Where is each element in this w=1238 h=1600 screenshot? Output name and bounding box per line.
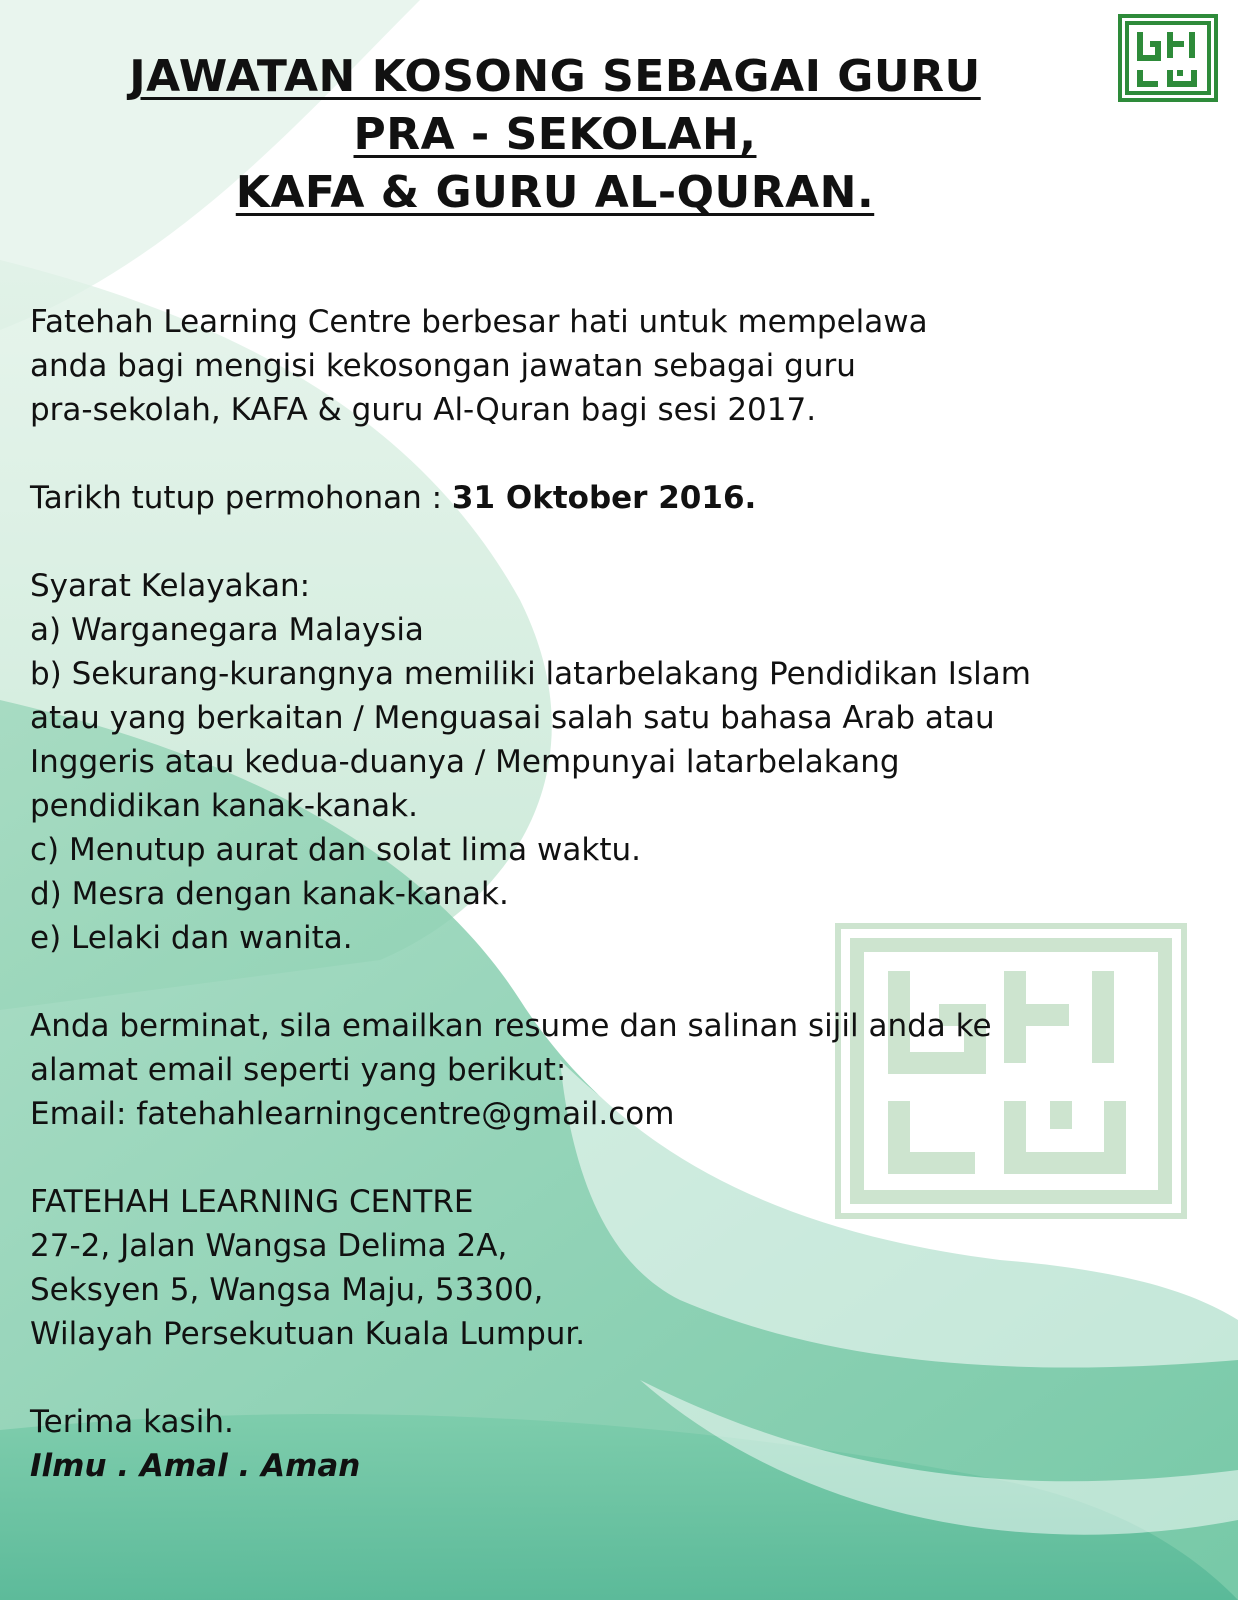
address-line-3: Wilayah Persekutuan Kuala Lumpur. [30,1316,586,1352]
requirement-b-line-1: b) Sekurang-kurangnya memiliki latarbelakang Pendidikan Islam [30,656,1031,692]
closing-date [30,476,1230,520]
intro-line-2: anda bagi mengisi kekosongan jawatan sebagai guru [30,348,856,384]
requirement-b-line-3: Inggeris atau kedua-duanya / Mempunyai latarbelakang [30,744,900,780]
title-line-3: KAFA & GURU AL-QURAN. [235,167,875,218]
address-line-1: 27-2, Jalan Wangsa Delima 2A, [30,1228,508,1264]
title-line-2: PRA - SEKOLAH, [353,109,757,160]
requirements-heading: Syarat Kelayakan: [30,568,311,604]
kufic-square-logo-icon [1118,14,1218,102]
email-line[interactable]: Email: fatehahlearningcentre@gmail.com [30,1096,675,1132]
intro-line-3: pra-sekolah, KAFA & guru Al-Quran bagi sesi 2017. [30,392,817,428]
requirement-b-line-2: atau yang berkaitan / Menguasai salah satu bahasa Arab atau [30,700,995,736]
apply-line-1: Anda berminat, sila emailkan resume dan salinan sijil anda ke [30,1008,992,1044]
apply-line-2: alamat email seperti yang berikut: [30,1052,567,1088]
closing-date-value: 31 Oktober 2016. [451,480,757,516]
requirement-d: d) Mesra dengan kanak-kanak. [30,876,509,912]
thanks: Terima kasih. [30,1404,234,1440]
page-title [40,48,1070,222]
address-name: FATEHAH LEARNING CENTRE [30,1184,474,1220]
document-body [30,300,1230,1488]
title-line-1: JAWATAN KOSONG SEBAGAI GURU [129,51,981,102]
requirement-c: c) Menutup aurat dan solat lima waktu. [30,832,641,868]
closing-date-label: Tarikh tutup permohonan : [30,480,452,516]
motto: Ilmu . Amal . Aman [30,1448,361,1484]
requirement-a: a) Warganegara Malaysia [30,612,424,648]
requirement-b-line-4: pendidikan kanak-kanak. [30,788,418,824]
address-line-2: Seksyen 5, Wangsa Maju, 53300, [30,1272,544,1308]
requirement-e: e) Lelaki dan wanita. [30,920,353,956]
intro-line-1: Fatehah Learning Centre berbesar hati untuk mempelawa [30,304,928,340]
